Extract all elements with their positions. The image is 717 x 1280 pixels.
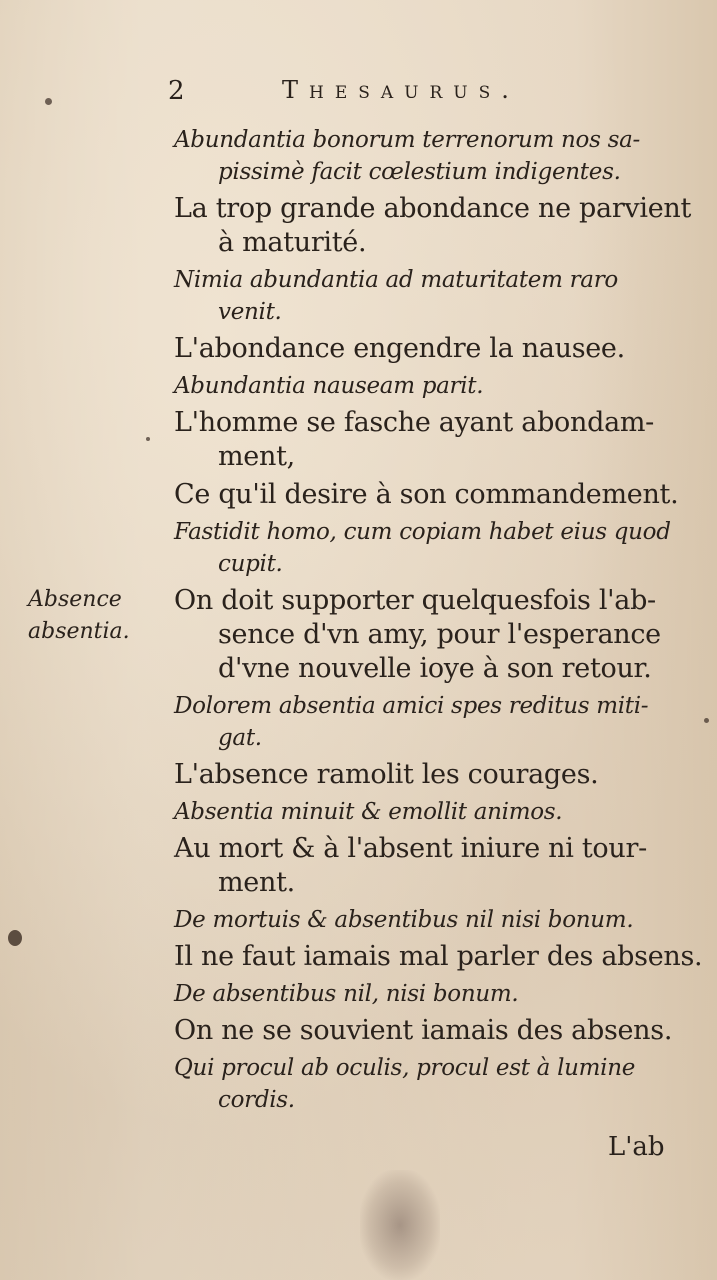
latin-line: De absentibus nil, nisi bonum.	[174, 981, 519, 1007]
latin-line: cupit.	[218, 551, 283, 577]
page-header	[168, 76, 598, 112]
page-number: 2	[168, 76, 185, 106]
latin-line: De mortuis & absentibus nil nisi bonum.	[174, 907, 634, 933]
ink-spot	[8, 930, 22, 946]
latin-line: venit.	[218, 299, 282, 325]
french-line: La trop grande abondance ne parvient	[174, 193, 692, 224]
latin-line: Nimia abundantia ad maturitatem raro	[174, 267, 618, 293]
french-line: L'homme se fasche ayant abondam-	[174, 407, 654, 438]
text-block	[174, 124, 703, 1116]
margin-note-line: Absence	[28, 587, 122, 612]
latin-line: Qui procul ab oculis, procul est à lumine	[174, 1055, 636, 1081]
ink-spot	[146, 437, 150, 441]
french-line: L'absence ramolit les courages.	[174, 759, 599, 790]
latin-line: gat.	[218, 725, 262, 751]
running-title: Thesaurus.	[282, 76, 520, 104]
french-line: On doit supporter quelquesfois l'ab-	[174, 585, 656, 616]
latin-line: cordis.	[218, 1087, 295, 1113]
catchword: L'ab	[608, 1132, 665, 1162]
latin-line: Absentia minuit & emollit animos.	[174, 799, 563, 825]
margin-note-line: absentia.	[28, 619, 130, 644]
ink-spot	[45, 98, 52, 105]
french-line: ment.	[218, 867, 295, 898]
margin-note	[28, 584, 158, 648]
french-line: Il ne faut iamais mal parler des absens.	[174, 941, 703, 972]
latin-line: Fastidit homo, cum copiam habet eius quod	[174, 519, 671, 545]
french-line: Au mort & à l'absent iniure ni tour-	[174, 833, 647, 864]
french-line: d'vne nouvelle ioye à son retour.	[218, 653, 652, 684]
stain-mark	[360, 1170, 440, 1280]
latin-line: Abundantia bonorum terrenorum nos sa-	[174, 127, 640, 153]
french-line: sence d'vn amy, pour l'esperance	[218, 619, 661, 650]
french-line: à maturité.	[218, 227, 367, 258]
french-line: ment,	[218, 441, 295, 472]
latin-line: pissimè facit cœlestium indigentes.	[218, 159, 621, 185]
french-line: Ce qu'il desire à son commandement.	[174, 479, 679, 510]
latin-line: Abundantia nauseam parit.	[174, 373, 484, 399]
latin-line: Dolorem absentia amici spes reditus miti-	[174, 693, 649, 719]
french-line: On ne se souvient iamais des absens.	[174, 1015, 673, 1046]
french-line: L'abondance engendre la nausee.	[174, 333, 625, 364]
ink-spot	[704, 718, 709, 723]
